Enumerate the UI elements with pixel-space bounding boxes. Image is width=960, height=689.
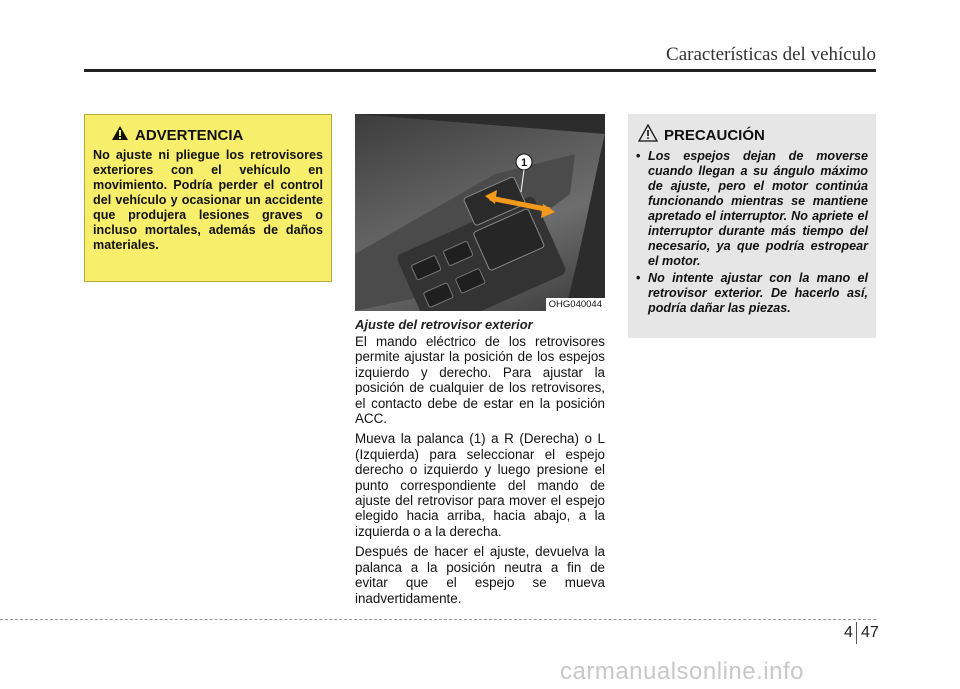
header-title: Características del vehículo: [666, 44, 876, 65]
photo-code: OHG040044: [546, 298, 605, 311]
footer-rule: [0, 619, 876, 620]
warning-body: No ajuste ni pliegue los retrovisores exteriores con el vehículo en movimiento. Podría perder el control del vehículo y ocasionar un accidente que produjera lesiones graves o incluso mortales, además de daños materiales.: [93, 148, 323, 252]
paragraph: Después de hacer el ajuste, devuelva la palanca a la posición neutra a fin de evitar que el espejo se mueva inadvertidamente.: [355, 544, 605, 606]
warning-box: [84, 114, 332, 282]
caution-item: • Los espejos dejan de moverse cuando llegan a su ángulo máximo de ajuste, pero el motor continúa funcionando mientras se mantiene apretado el interruptor. No apriete el interruptor durante más tiempo del necesario, ya que podría estropear el motor.: [636, 149, 868, 269]
warning-triangle-icon: [111, 125, 129, 145]
page-number: [861, 624, 879, 642]
watermark: carmanualsonline.info: [560, 658, 804, 685]
door-switch-photo: [355, 114, 605, 311]
caution-box: [628, 114, 876, 338]
caution-heading-text: PRECAUCIÓN: [664, 126, 765, 144]
caution-triangle-icon: [638, 124, 658, 146]
caution-heading: [636, 124, 868, 146]
header-rule: [84, 69, 876, 72]
page-number-text: 47: [861, 624, 879, 641]
page-separator: [856, 622, 857, 644]
warning-heading-text: ADVERTENCIA: [135, 126, 244, 144]
chapter-number: 4: [844, 624, 853, 641]
photo-callout: 1: [520, 157, 528, 169]
caution-item: • No intente ajustar con la mano el retrovisor exterior. De hacerlo así, podría dañar las piezas.: [636, 271, 868, 316]
section-body: [355, 334, 605, 611]
warning-heading: [93, 125, 323, 145]
paragraph: El mando eléctrico de los retrovisores permite ajustar la posición de los espejos izquierdo y derecho. Para ajustar la posición de cualquier de los retrovisores, el contacto debe de estar en la posición ACC.: [355, 334, 605, 427]
section-heading: Ajuste del retrovisor exterior: [355, 317, 533, 332]
caution-list: [636, 149, 868, 316]
paragraph: Mueva la palanca (1) a R (Derecha) o L (Izquierda) para seleccionar el espejo derecho o izquierdo y luego presione el punto correspondiente del mando de ajuste del retrovisor para mover el espejo elegido hacia arriba, hacia abajo, a la izquierda o a la derecha.: [355, 431, 605, 539]
